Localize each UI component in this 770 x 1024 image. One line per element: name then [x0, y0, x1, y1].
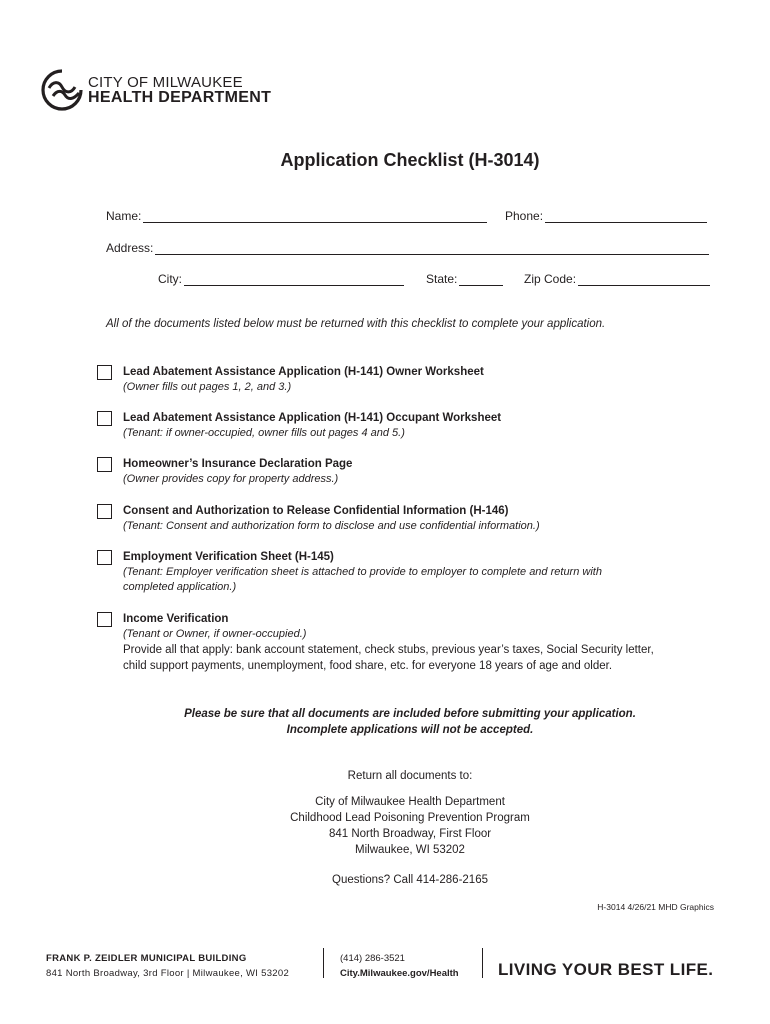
- phone-field-row: [505, 209, 707, 223]
- checklist-item-note: (Owner provides copy for property address.): [123, 473, 339, 485]
- checklist-item-note: (Tenant: Consent and authorization form to disclose and use confidential information.): [123, 520, 540, 532]
- zip-label: Zip Code:: [524, 272, 577, 286]
- zip-field-row: [524, 272, 710, 286]
- footer-divider: [482, 948, 483, 978]
- address-field[interactable]: [155, 242, 709, 255]
- return-line3: 841 North Broadway, First Floor: [328, 828, 492, 840]
- state-field-row: [426, 272, 503, 286]
- checklist-item-note: (Tenant: Employer verification sheet is attached to provide to employer to complete and return with completed application.): [123, 566, 602, 593]
- checklist-item-title: Lead Abatement Assistance Application (H-141) Occupant Worksheet: [123, 412, 502, 424]
- return-line2: Childhood Lead Poisoning Prevention Program: [290, 812, 530, 824]
- org-name-line2: HEALTH DEPARTMENT: [88, 89, 272, 106]
- name-label: Name:: [106, 209, 142, 223]
- form-code: H-3014 4/26/21 MHD Graphics: [597, 902, 714, 912]
- checklist-item-title: Employment Verification Sheet (H-145): [123, 551, 334, 563]
- owner-worksheet-checkbox[interactable]: [97, 365, 112, 380]
- checklist-item-note: (Owner fills out pages 1, 2, and 3.): [123, 381, 292, 393]
- footer-building: FRANK P. ZEIDLER MUNICIPAL BUILDING: [46, 953, 247, 964]
- page-title: Application Checklist (H-3014): [280, 150, 540, 170]
- state-label: State:: [426, 272, 458, 286]
- checklist-item-title: Consent and Authorization to Release Confidential Information (H-146): [123, 505, 509, 517]
- checklist-item-body: Provide all that apply: bank account statement, check stubs, previous year’s taxes, Social Security letter, child support payments, unemployment, food share, etc. for everyone 18 years of age and older.: [123, 644, 654, 672]
- city-field-row: [158, 272, 404, 286]
- instruction-text: All of the documents listed below must be returned with this checklist to complete your application.: [106, 318, 606, 330]
- checklist-item-title: Income Verification: [123, 613, 229, 625]
- name-field[interactable]: [143, 210, 487, 223]
- occupant-worksheet-checkbox[interactable]: [97, 411, 112, 426]
- notice-line2: Incomplete applications will not be accepted.: [286, 724, 534, 736]
- employment-verification-checkbox[interactable]: [97, 550, 112, 565]
- zip-field[interactable]: [578, 273, 710, 286]
- name-field-row: [106, 209, 487, 223]
- phone-field[interactable]: [545, 210, 707, 223]
- address-field-row: [106, 241, 709, 255]
- health-department-logo: [40, 68, 280, 112]
- income-verification-checkbox[interactable]: [97, 612, 112, 627]
- phone-label: Phone:: [505, 209, 544, 223]
- return-line1: City of Milwaukee Health Department: [315, 796, 505, 808]
- questions-line: Questions? Call 414-286-2165: [332, 874, 488, 886]
- checklist-item-note: (Tenant or Owner, if owner-occupied.): [123, 628, 307, 640]
- consent-authorization-checkbox[interactable]: [97, 504, 112, 519]
- milwaukee-health-wave-logo-icon: [40, 68, 84, 112]
- return-intro: Return all documents to:: [347, 770, 473, 782]
- notice-line1: Please be sure that all documents are included before submitting your application.: [184, 708, 636, 720]
- checklist-item-title: Lead Abatement Assistance Application (H-141) Owner Worksheet: [123, 366, 484, 378]
- footer-website-link[interactable]: City.Milwaukee.gov/Health: [340, 968, 459, 979]
- footer-address: 841 North Broadway, 3rd Floor | Milwaukee, WI 53202: [46, 968, 290, 979]
- checklist-item-note: (Tenant: if owner-occupied, owner fills out pages 4 and 5.): [123, 427, 405, 439]
- return-line4: Milwaukee, WI 53202: [355, 844, 465, 856]
- footer-phone: (414) 286-3521: [340, 953, 405, 964]
- org-name-line1: CITY OF MILWAUKEE: [88, 74, 243, 91]
- address-label: Address:: [106, 241, 154, 255]
- return-address-block: [0, 768, 770, 888]
- state-field[interactable]: [459, 273, 503, 286]
- insurance-declaration-checkbox[interactable]: [97, 457, 112, 472]
- footer-divider: [323, 948, 324, 978]
- city-field[interactable]: [184, 273, 404, 286]
- city-label: City:: [158, 272, 182, 286]
- submission-notice: [0, 706, 770, 738]
- footer-tagline: LIVING YOUR BEST LIFE.: [498, 960, 714, 979]
- checklist-item-title: Homeowner’s Insurance Declaration Page: [123, 458, 353, 470]
